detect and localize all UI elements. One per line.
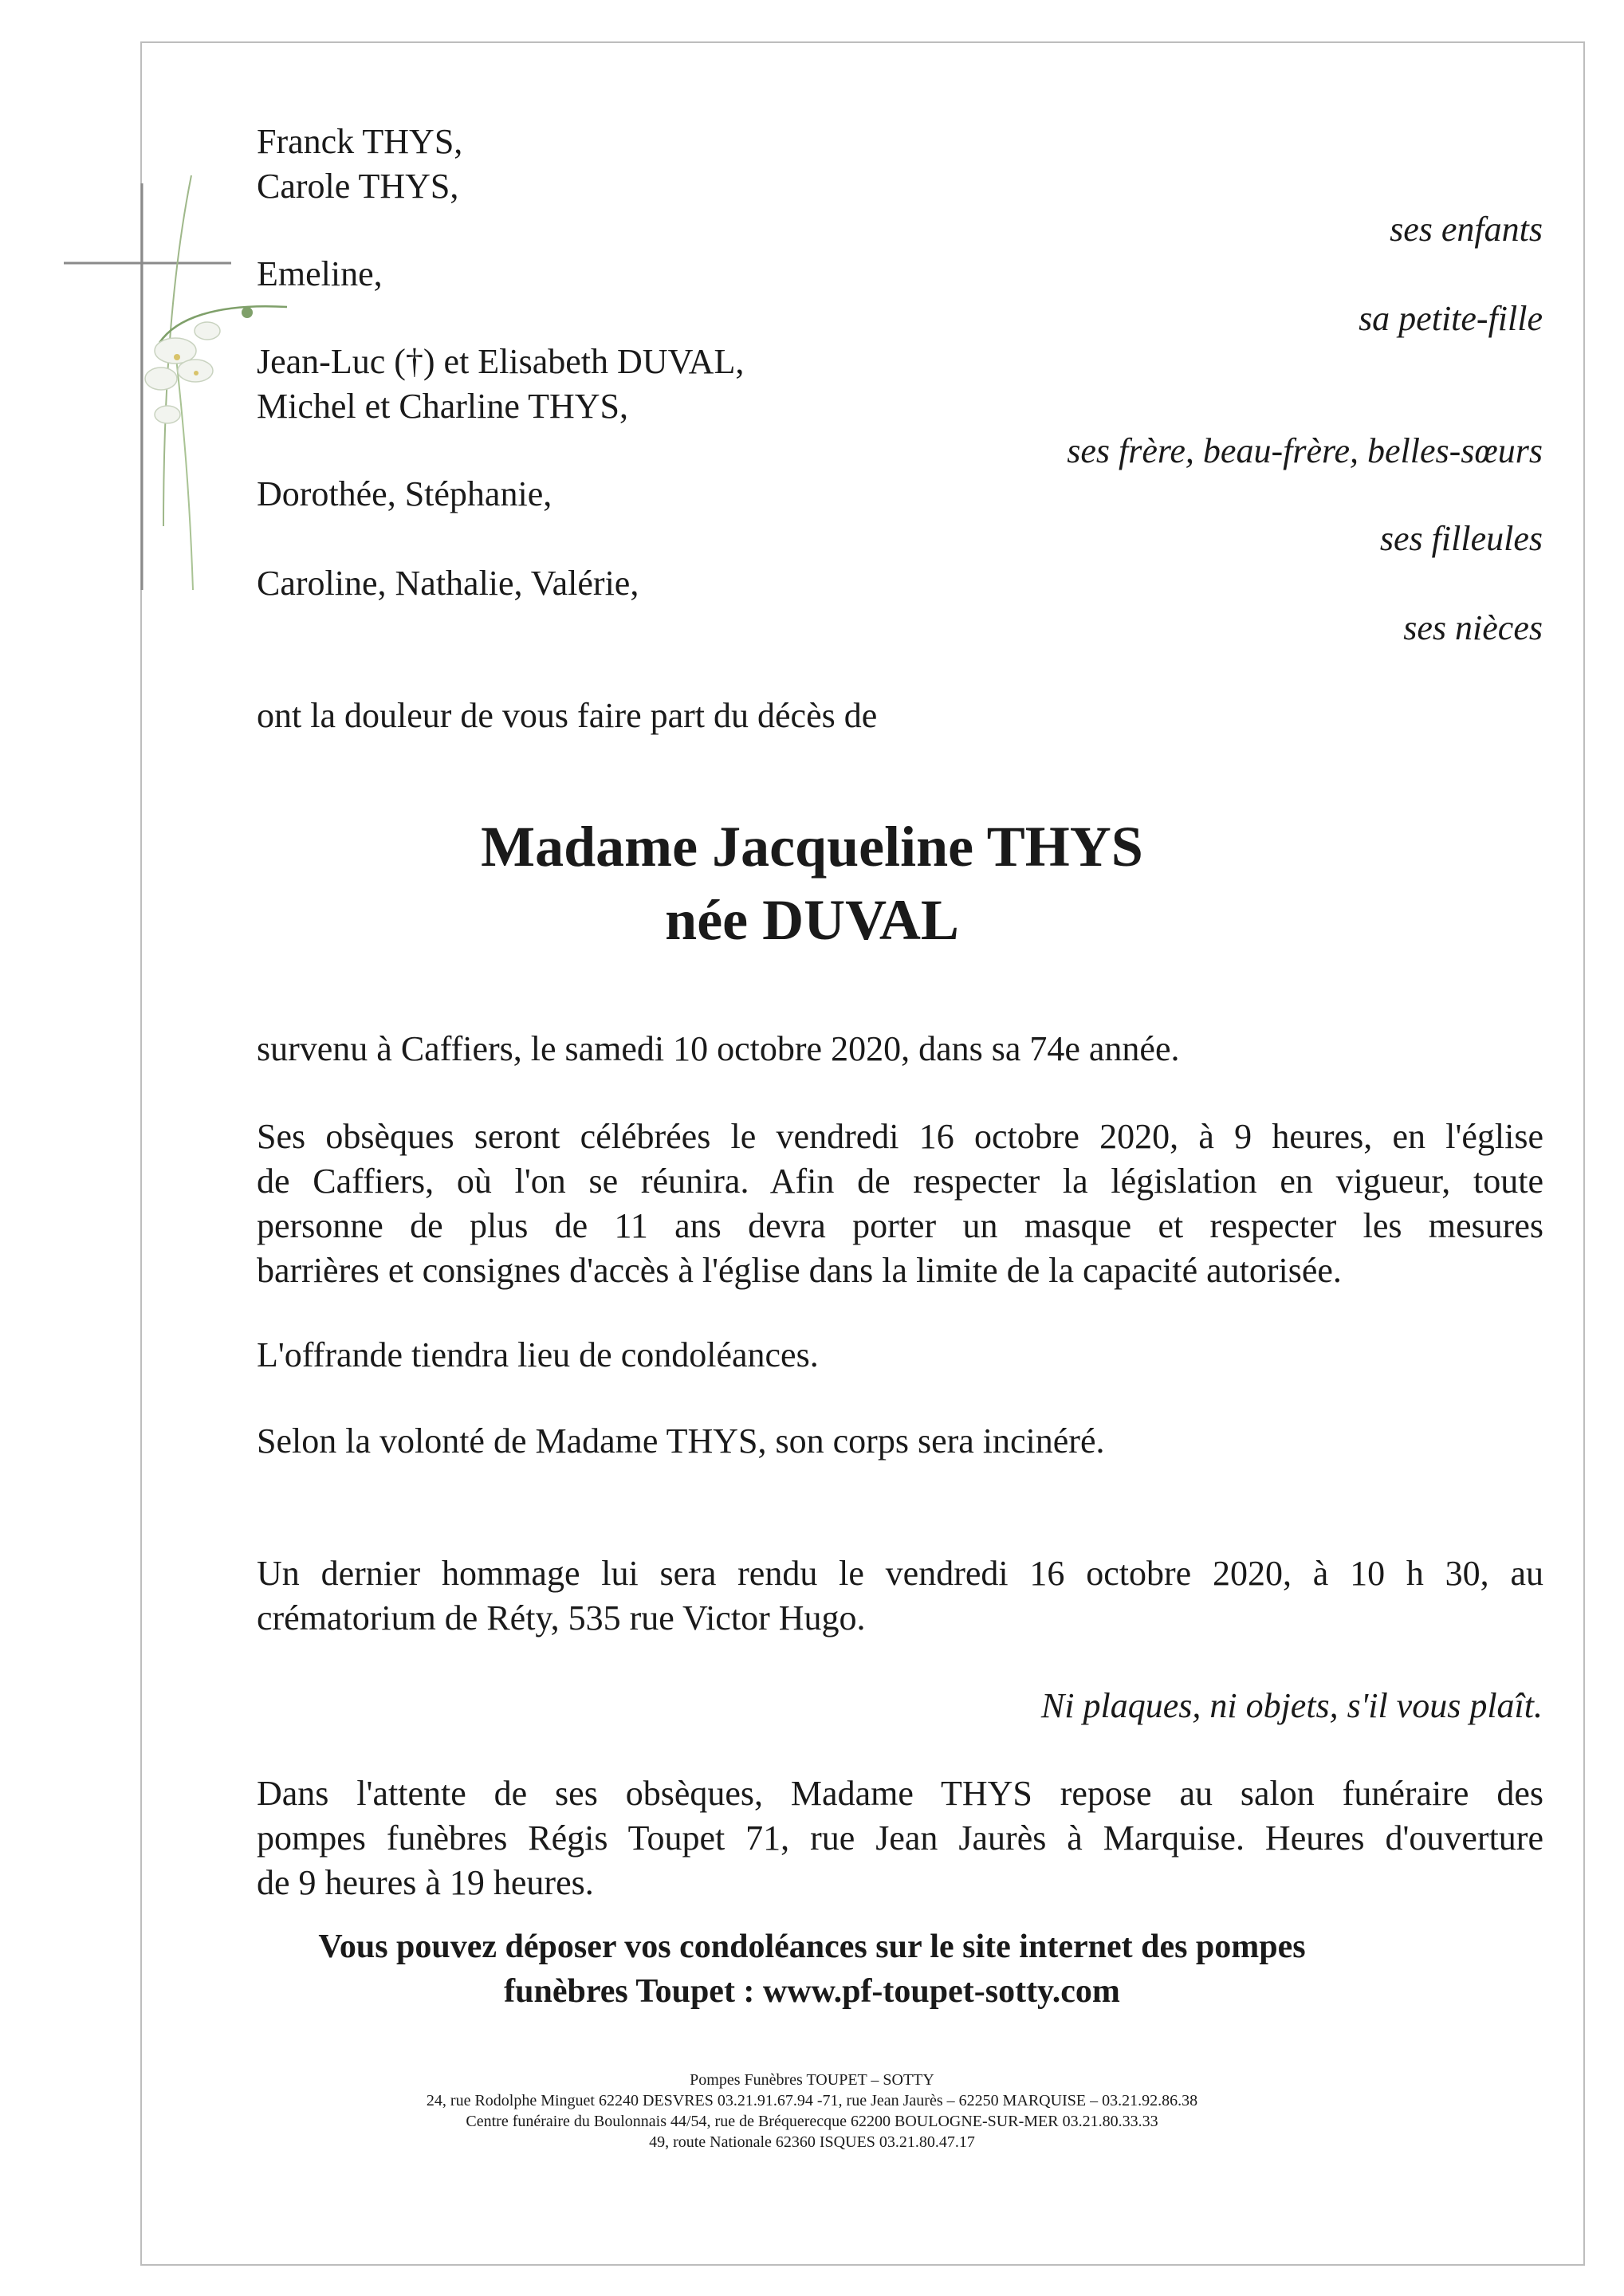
- paragraph-line: personne de plus de 11 ans devra porter un masque et respecter les mesures: [257, 1206, 1543, 1245]
- relation-label: sa petite-fille: [1359, 299, 1543, 338]
- relation-label: ses filleules: [1379, 519, 1543, 558]
- paragraph-line: de Caffiers, où l'on se réunira. Afin de respecter la législation en vigueur, toute: [257, 1162, 1543, 1201]
- paragraph-line: barrières et consignes d'accès à l'église dans la limite de la capacité autorisée.: [257, 1251, 1342, 1290]
- paragraph-line: Ses obsèques seront célébrées le vendredi 16 octobre 2020, à 9 heures, en l'église: [257, 1117, 1543, 1156]
- offering-text: L'offrande tiendra lieu de condoléances.: [257, 1335, 819, 1374]
- family-member: Jean-Luc (†) et Elisabeth DUVAL,: [257, 342, 745, 381]
- tribute-paragraph: [257, 1551, 1543, 1641]
- family-member: Michel et Charline THYS,: [257, 387, 628, 426]
- relation-label: ses frère, beau-frère, belles-sœurs: [1067, 431, 1543, 470]
- paragraph-line: pompes funèbres Régis Toupet 71, rue Jean Jaurès à Marquise. Heures d'ouverture: [257, 1818, 1543, 1858]
- intro-text: ont la douleur de vous faire part du décès de: [257, 696, 878, 735]
- footer-address: Centre funéraire du Boulonnais 44/54, rue de Bréquerecque 62200 BOULOGNE-SUR-MER 03.21.80.33.33: [466, 2113, 1158, 2130]
- no-flowers-note: Ni plaques, ni objets, s'il vous plaît.: [1040, 1686, 1543, 1725]
- deceased-name: Madame Jacqueline THYS: [481, 815, 1143, 879]
- footer-company: Pompes Funèbres TOUPET – SOTTY: [690, 2071, 934, 2089]
- viewing-paragraph: [257, 1771, 1543, 1905]
- family-member: Emeline,: [257, 254, 383, 293]
- family-member: Dorothée, Stéphanie,: [257, 474, 552, 513]
- relation-label: ses enfants: [1390, 210, 1543, 249]
- death-notice: survenu à Caffiers, le samedi 10 octobre 2020, dans sa 74e année.: [257, 1029, 1180, 1068]
- funeral-paragraph: [257, 1115, 1543, 1293]
- paragraph-line: de 9 heures à 19 heures.: [257, 1863, 594, 1902]
- family-member: Carole THYS,: [257, 167, 459, 206]
- paragraph-line: Un dernier hommage lui sera rendu le vendredi 16 octobre 2020, à 10 h 30, au: [257, 1554, 1543, 1593]
- paragraph-line: Dans l'attente de ses obsèques, Madame THYS repose au salon funéraire des: [257, 1774, 1543, 1813]
- deceased-maiden-name: née DUVAL: [665, 888, 959, 952]
- funeral-home-footer: [0, 2070, 1624, 2152]
- paragraph-line: crématorium de Réty, 535 rue Victor Hugo.: [257, 1598, 866, 1637]
- condolences-website-line: funèbres Toupet : www.pf-toupet-sotty.com: [504, 1973, 1120, 2010]
- family-member: Franck THYS,: [257, 122, 463, 161]
- footer-address: 24, rue Rodolphe Minguet 62240 DESVRES 03.21.91.67.94 -71, rue Jean Jaurès – 62250 MARQUISE – 03.21.92.86.38: [426, 2092, 1198, 2109]
- condolences-line: Vous pouvez déposer vos condoléances sur le site internet des pompes: [318, 1928, 1306, 1965]
- footer-address: 49, route Nationale 62360 ISQUES 03.21.80.47.17: [649, 2133, 975, 2151]
- relation-label: ses nièces: [1403, 608, 1543, 647]
- cremation-text: Selon la volonté de Madame THYS, son corps sera incinéré.: [257, 1421, 1105, 1461]
- family-member: Caroline, Nathalie, Valérie,: [257, 564, 639, 603]
